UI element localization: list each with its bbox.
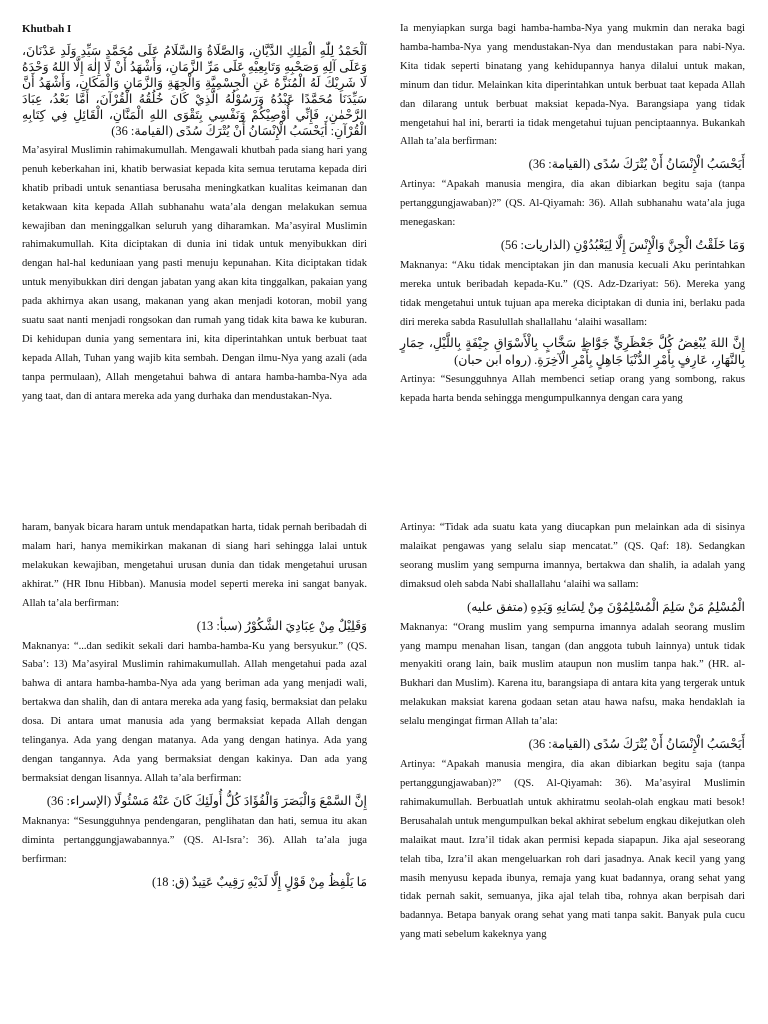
quran-verse: وَمَا خَلَقْتُ الْجِنَّ وَالْإِنْسَ إِلَّا لِيَعْبُدُوْنِ (الذاريات: 56) — [500, 238, 745, 253]
paragraph: Artinya: “Sesungguhnya Allah membenci setiap orang yang sombong, rakus kepada harta benda sehingga mengumpulkannya dengan cara yang — [400, 373, 745, 404]
paragraph: Ma’asyiral Muslimin rahimakumullah. Mengawali khutbah pada siang hari yang penuh keberkahan ini, khatib berwasiat kepada kita semua terutama kepada diri khatib pribadi untuk senantiasa berusaha meningkatkan kualitas keimanan dan ketakwaan kita kepada Allah subhanahu wata’ala dengan melakukan semua kewajiban dan meninggalkan seluruh yang diharamkan. Ma’asyiral Muslimin rahimakumullah. Kita diciptakan di dunia ini tidak untuk menyibukkan diri dengan hal-hal keduniaan yang pasti menuju kepunahan. Kita diciptakan tidak untuk menyibukkan diri dengan jabatan yang akan kita tinggalkan, pakaian yang pada akhirnya akan usang, makanan yang akan menjadi kotoran, mobil yang suatu saat nanti menjadi rongsokan dan rumah yang tidak kita bawa ke kuburan. Di kehidupan dunia yang sementara ini, kita diperintahkan untuk berbuat taat kepada Allah, Tuhan yang wajib kita sembah. Dengan ilmu-Nya yang azali (ada tanpa permulaan), Allah mengetahui bahwa di antara hamba-hamba-Nya ada yang taat, dan di antara mereka ada yang durhaka dan mendustakan-Nya. — [22, 144, 367, 402]
paragraph: Maknanya: “Aku tidak menciptakan jin dan manusia kecuali Aku perintahkan mereka untuk beribadah kepada-Ku.” (QS. Adz-Dzariyat: 56). Mereka yang tidak mengetahui untuk tujuan apa mereka diciptakan di dunia ini, berlaku pada diri mereka sabda Rasulullah shallallahu ‘alaihi wasallam: — [400, 260, 745, 328]
paragraph: Maknanya: “Sesungguhnya pendengaran, penglihatan dan hati, semua itu akan diminta pertanggungjawabannya.” (QS. Al-Isra’: 36). Allah ta’ala juga berfirman: — [22, 815, 367, 865]
paragraph: Artinya: “Apakah manusia mengira, dia akan dibiarkan begitu saja (tanpa pertanggungjawaban)?” (QS. Al-Qiyamah: 36). Ma’asyiral Muslimin rahimakumullah. Berbuatlah untuk akhiratmu seolah-olah engkau mati besok! Berusahalah untuk mengumpulkan bekal akhirat sebelum engkau dikejutkan oleh malaikat maut. Izra’il tidak akan permisi kepada siapapun. Jika ajal seseorang telah tiba, Izra’il akan mengeluarkan roh dari jasadnya. Anak kecil yang yang masih menyusu kepada ibunya, remaja yang kuat badannya, orang sehat yang tidak pernah sakit, semuanya, jika ajal telah tiba, rohnya akan berpisah dari badannya. Betapa banyak orang sehat yang mati tanpa sakit. Banyak pula cucu yang mati sebelum kakeknya yang — [400, 759, 745, 941]
quran-verse: أَيَحْسَبُ الْإِنْسَانُ أَنْ يُتْرَكَ سُدًى (القيامة: 36) — [528, 737, 745, 752]
column-right-top — [400, 20, 745, 409]
column-left-bottom — [22, 519, 367, 894]
paragraph: Maknanya: “Orang muslim yang sempurna imannya adalah seorang muslim yang mampu menahan lisan, tangan (dan anggota tubuh lainnya) untuk tidak menyakiti orang lain, baik muslim ataupun non muslim tanpa hak.” (HR. al-Bukhari dan Muslim). Karena itu, barangsiapa di antara kita yang tergerak untuk melakukan maksiat karena godaan setan atau hawa nafsu, maka hendaklah ia selalu mengingat firman Allah ta’ala: — [400, 621, 745, 728]
quran-verse: وَقَلِيْلٌ مِنْ عِبَادِيَ الشَّكُوْرُ (سبأ: 13) — [196, 618, 367, 633]
column-left-top — [22, 20, 367, 407]
hadith-text: إِنَّ اللهَ يُبْغِضُ كُلَّ جَعْظَرِيٍّ جَوَّاظٍ سَخَّابٍ بِالْأَسْوَاقِ جِيْفَةٍ بِاللَّيْلِ، حِمَارٍ بِالنَّهَارِ، عَارِفٍ بِأَمْرِ الدُّنْيَا جَاهِلٍ بِأَمْرِ الْآخِرَةِ. (رواه ابن حبان) — [400, 335, 745, 367]
paragraph: haram, banyak bicara haram untuk mendapatkan harta, tidak pernah beribadah di malam hari, hanya memikirkan makanan di siang hari sehingga lalai untuk melakukan kewajiban, mengetahui urusan dunia dan tidak mengetahui urusan akhirat.” (HR Ibnu Hibban). Manusia model seperti mereka ini sangat banyak. Allah ta’ala berfirman: — [22, 522, 367, 609]
paragraph: Artinya: “Apakah manusia mengira, dia akan dibiarkan begitu saja (tanpa pertanggungjawaban)?” (QS. Al-Qiyamah: 36). Allah subhanahu wata’ala juga menegaskan: — [400, 179, 745, 229]
arabic-opening-text: اَلْحَمْدُ لِلّٰهِ الْمَلِكِ الدَّيَّانِ، وَالصَّلَاةُ وَالسَّلَامُ عَلَى مُحَمَّدٍ سَيِّدِ وَلَدِ عَدْنَانَ، وَعَلَى آلِهِ وَصَحْبِهِ وَتَابِعِيْهِ عَلَى مَرِّ الزَّمَانِ، وَأَشْهَدُ أَنْ لَا إِلٰهَ إِلَّا اللهُ وَحْدَهُ لَا شَرِيْكَ لَهُ الْمُنَزَّهُ عَنِ الْجِسْمِيَّةِ وَالْجِهَةِ وَالزَّمَانِ وَالْمَكَانِ، وَأَشْهَدُ أَنَّ سَيِّدَنَا مُحَمَّدًا عَبْدُهُ وَرَسُوْلُهُ الَّذِيْ كَانَ خُلُقُهُ الْقُرْآنَ، أَمَّا بَعْدُ، عِبَادَ الرَّحْمٰنِ، فَإِنِّي أُوْصِيْكُمْ وَنَفْسِي بِتَقْوَى اللهِ الْمَنَّانِ، الْقَائِلِ فِي كِتَابِهِ الْقُرْآنِ: أَيَحْسَبُ الْإِنْسَانُ أَنْ يُتْرَكَ سُدًى (القيامة: 36) — [22, 43, 367, 138]
quran-verse: إِنَّ السَّمْعَ وَالْبَصَرَ وَالْفُؤَادَ كُلُّ أُولَئِكَ كَانَ عَنْهُ مَسْئُولًا (الإسراء: 36) — [46, 793, 367, 808]
paragraph: Artinya: “Tidak ada suatu kata yang diucapkan pun melainkan ada di sisinya malaikat pengawas yang selalu siap mencatat.” (QS. Qaf: 18). Sedangkan seorang muslim yang sempurna imannya, bertakwa dan shalih, ia adalah yang dimaksud oleh sabda Nabi shallallahu ‘alaihi wa sallam: — [400, 522, 745, 590]
paragraph: Maknanya: “...dan sedikit sekali dari hamba-hamba-Ku yang bersyukur.” (QS. Saba’: 13) Ma’asyiral Muslimin rahimakumullah. Allah mengetahui pada azal bahwa di antara hamba-hamba-Nya ada yang beriman ada yang menjadi wali, bertakwa dan shalih, dan di antara mereka ada yang fasiq, bermaksiat dan pelaku dosa. Di antara umat manusia ada yang bermaksiat kepada Allah dengan telinganya. Ada yang dengan matanya. Ada yang dengan hatinya. Ada yang dengan tangannya. Ada yang bermaksiat dengan kakinya. Dan ada yang bermaksiat dengan lisannya. Allah ta’ala berfirman: — [22, 640, 367, 784]
hadith-text: الْمُسْلِمُ مَنْ سَلِمَ الْمُسْلِمُوْنَ مِنْ لِسَانِهِ وَيَدِهِ (متفق عليه) — [467, 599, 745, 614]
page-title: Khutbah I — [22, 23, 72, 35]
paragraph: Ia menyiapkan surga bagi hamba-hamba-Nya yang mukmin dan neraka bagi hamba-hamba-Nya yang mendustakan-Nya dan mendustakan para nabi-Nya. Kita tidak seperti binatang yang kehidupannya hanya dilalui untuk makan, minum dan tidur. Melainkan kita diperintahkan untuk berbuat taat kepada Allah dan dilarang untuk berbuat maksiat kepada-Nya. Barangsiapa yang tidak mengetahui hal ini, berarti ia tidak mengetahui tujuan penciptaannya. Bukankah Allah ta’ala berfirman: — [400, 23, 745, 148]
quran-verse: مَا يَلْفِظُ مِنْ قَوْلٍ إِلَّا لَدَيْهِ رَقِيبٌ عَتِيدٌ (ق: 18) — [151, 874, 367, 889]
column-right-bottom — [400, 519, 745, 945]
quran-verse: أَيَحْسَبُ الْإِنْسَانُ أَنْ يُتْرَكَ سُدًى (القيامة: 36) — [528, 157, 745, 172]
